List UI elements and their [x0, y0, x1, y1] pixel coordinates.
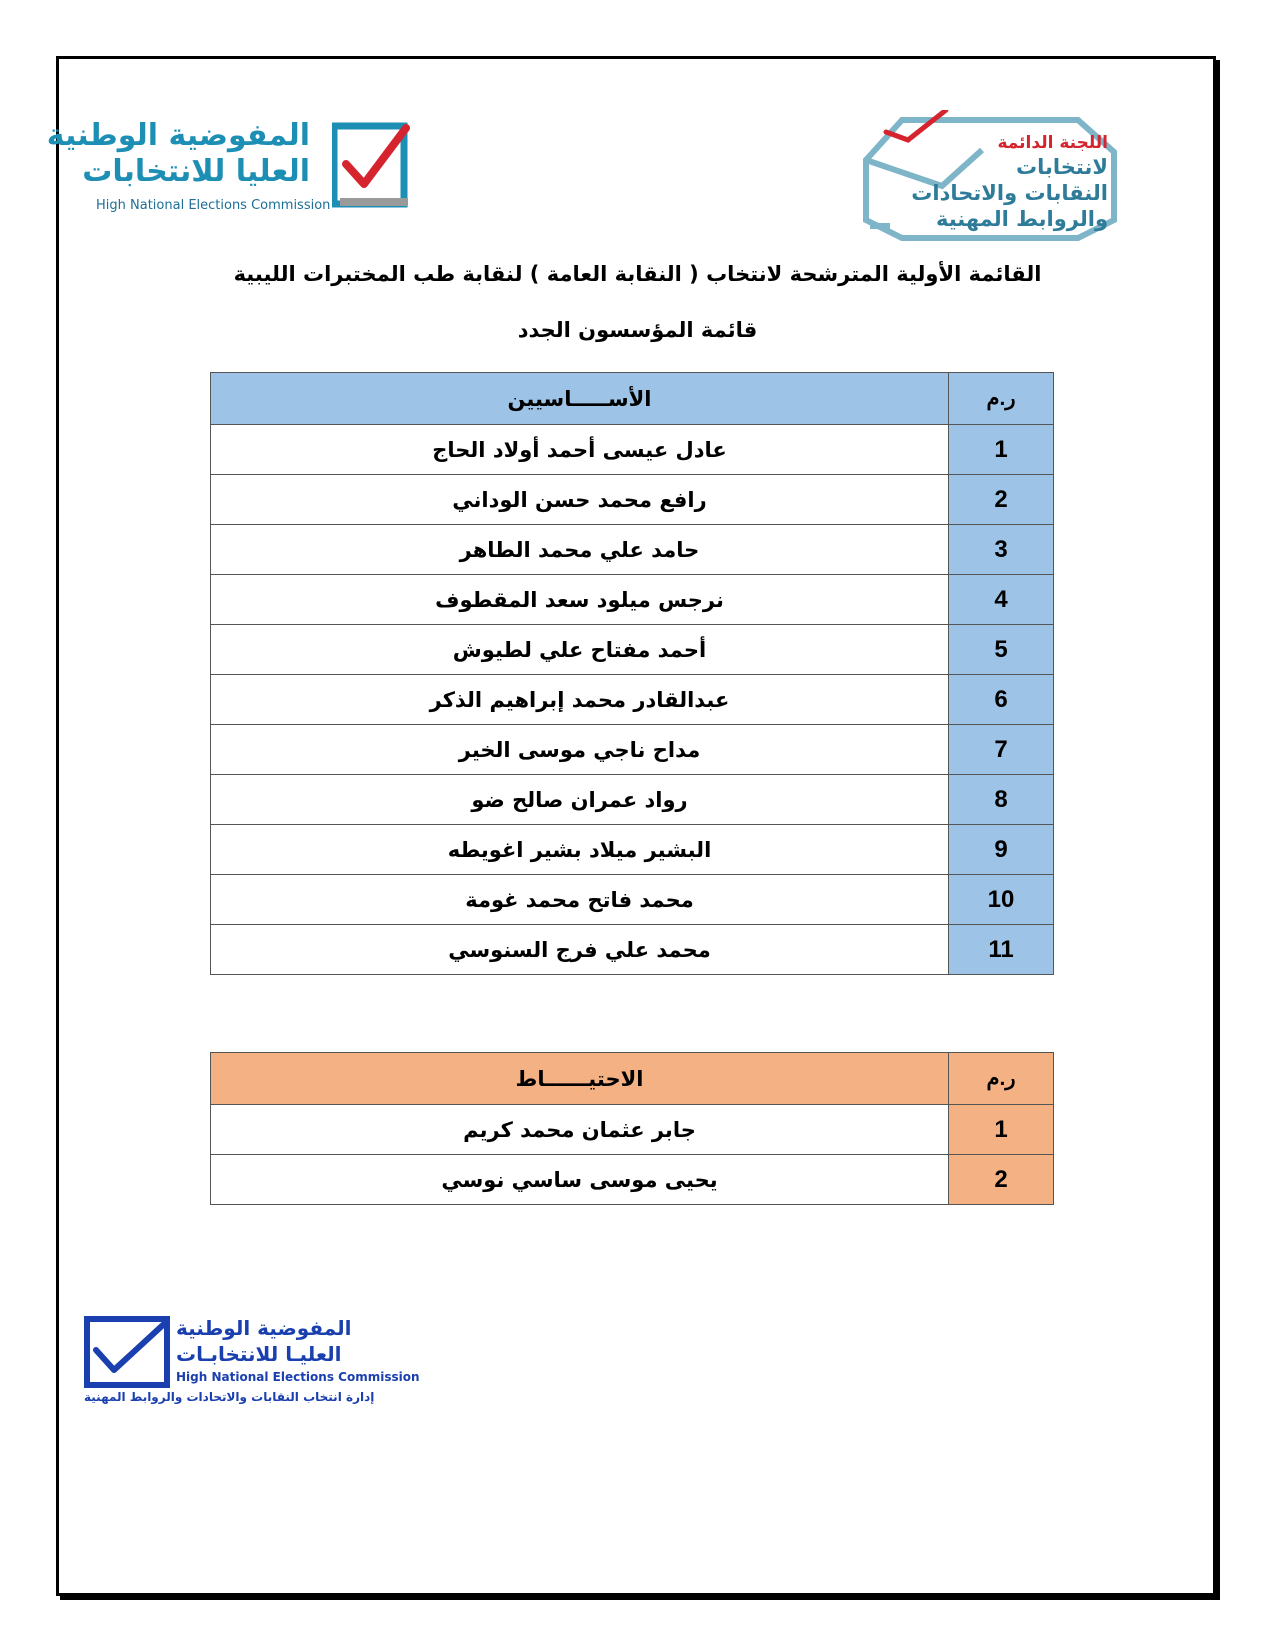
- row-number: 1: [949, 1105, 1054, 1155]
- row-number: 5: [949, 625, 1054, 675]
- hnec-logo: [46, 118, 410, 218]
- row-number: 2: [949, 475, 1054, 525]
- table-row: [211, 825, 1054, 875]
- table-row: [211, 925, 1054, 975]
- table-header-row: [211, 373, 1054, 425]
- row-number: 7: [949, 725, 1054, 775]
- table-row: [211, 475, 1054, 525]
- row-number: 10: [949, 875, 1054, 925]
- committee-logo-line4: والروابط المهنية: [935, 207, 1108, 231]
- committee-logo-line3: النقابات والاتحادات: [911, 181, 1108, 205]
- hnec-logo-arabic-line1: المفوضية الوطنية: [46, 118, 310, 153]
- table-row: [211, 525, 1054, 575]
- hnec-logo-english: High National Elections Commission: [96, 198, 331, 213]
- candidate-name: محمد علي فرج السنوسي: [211, 925, 949, 975]
- candidate-name: عبدالقادر محمد إبراهيم الذكر: [211, 675, 949, 725]
- stamp-arabic-line2: العليـا للانتخابـات: [176, 1342, 342, 1366]
- candidate-name: نرجس ميلود سعد المقطوف: [211, 575, 949, 625]
- candidate-name: رواد عمران صالح ضو: [211, 775, 949, 825]
- stamp-department: إدارة انتخاب النقابات والاتحادات والروابط المهنية: [84, 1390, 375, 1404]
- candidate-name: محمد فاتح محمد غومة: [211, 875, 949, 925]
- table-row: [211, 425, 1054, 475]
- table-row: [211, 725, 1054, 775]
- table-row: [211, 675, 1054, 725]
- candidate-name: جابر عثمان محمد كريم: [211, 1105, 949, 1155]
- name-column-header: الأســـــاسيين: [211, 373, 949, 425]
- row-number: 3: [949, 525, 1054, 575]
- table-row: [211, 1155, 1054, 1205]
- stamp-arabic-line1: المفوضية الوطنية: [176, 1316, 352, 1340]
- candidate-name: يحيى موسى ساسي نوسي: [211, 1155, 949, 1205]
- document-subtitle: قائمة المؤسسون الجدد: [517, 318, 758, 342]
- stamp-check-icon: [84, 1316, 170, 1388]
- candidate-name: البشير ميلاد بشير اغويطه: [211, 825, 949, 875]
- stamp-english: High National Elections Commission: [176, 1370, 420, 1384]
- name-column-header: الاحتيــــــاط: [211, 1053, 949, 1105]
- primary-candidates-table: [210, 372, 1054, 975]
- row-number: 1: [949, 425, 1054, 475]
- table-row: [211, 625, 1054, 675]
- row-number: 9: [949, 825, 1054, 875]
- row-number: 2: [949, 1155, 1054, 1205]
- hnec-stamp: [84, 1316, 444, 1416]
- candidate-name: مداح ناجي موسى الخير: [211, 725, 949, 775]
- reserve-candidates-table: [210, 1052, 1054, 1205]
- table-row: [211, 775, 1054, 825]
- candidate-name: أحمد مفتاح علي لطيوش: [211, 625, 949, 675]
- document-title: القائمة الأولية المترشحة لانتخاب ( النقابة العامة ) لنقابة طب المختبرات الليبية: [233, 262, 1042, 286]
- committee-logo: [862, 110, 1152, 250]
- num-column-header: ر.م: [949, 1053, 1054, 1105]
- row-number: 11: [949, 925, 1054, 975]
- row-number: 4: [949, 575, 1054, 625]
- committee-logo-line2: لانتخابات: [1016, 155, 1108, 179]
- candidate-name: رافع محمد حسن الوداني: [211, 475, 949, 525]
- hnec-logo-arabic-line2: العليا للانتخابات: [82, 154, 310, 189]
- committee-logo-line1: اللجنة الدائمة: [997, 133, 1108, 153]
- table-row: [211, 575, 1054, 625]
- num-column-header: ر.م: [949, 373, 1054, 425]
- candidate-name: عادل عيسى أحمد أولاد الحاج: [211, 425, 949, 475]
- row-number: 8: [949, 775, 1054, 825]
- table-row: [211, 875, 1054, 925]
- ballot-check-icon: [332, 122, 410, 208]
- row-number: 6: [949, 675, 1054, 725]
- table-row: [211, 1105, 1054, 1155]
- candidate-name: حامد علي محمد الطاهر: [211, 525, 949, 575]
- table-header-row: [211, 1053, 1054, 1105]
